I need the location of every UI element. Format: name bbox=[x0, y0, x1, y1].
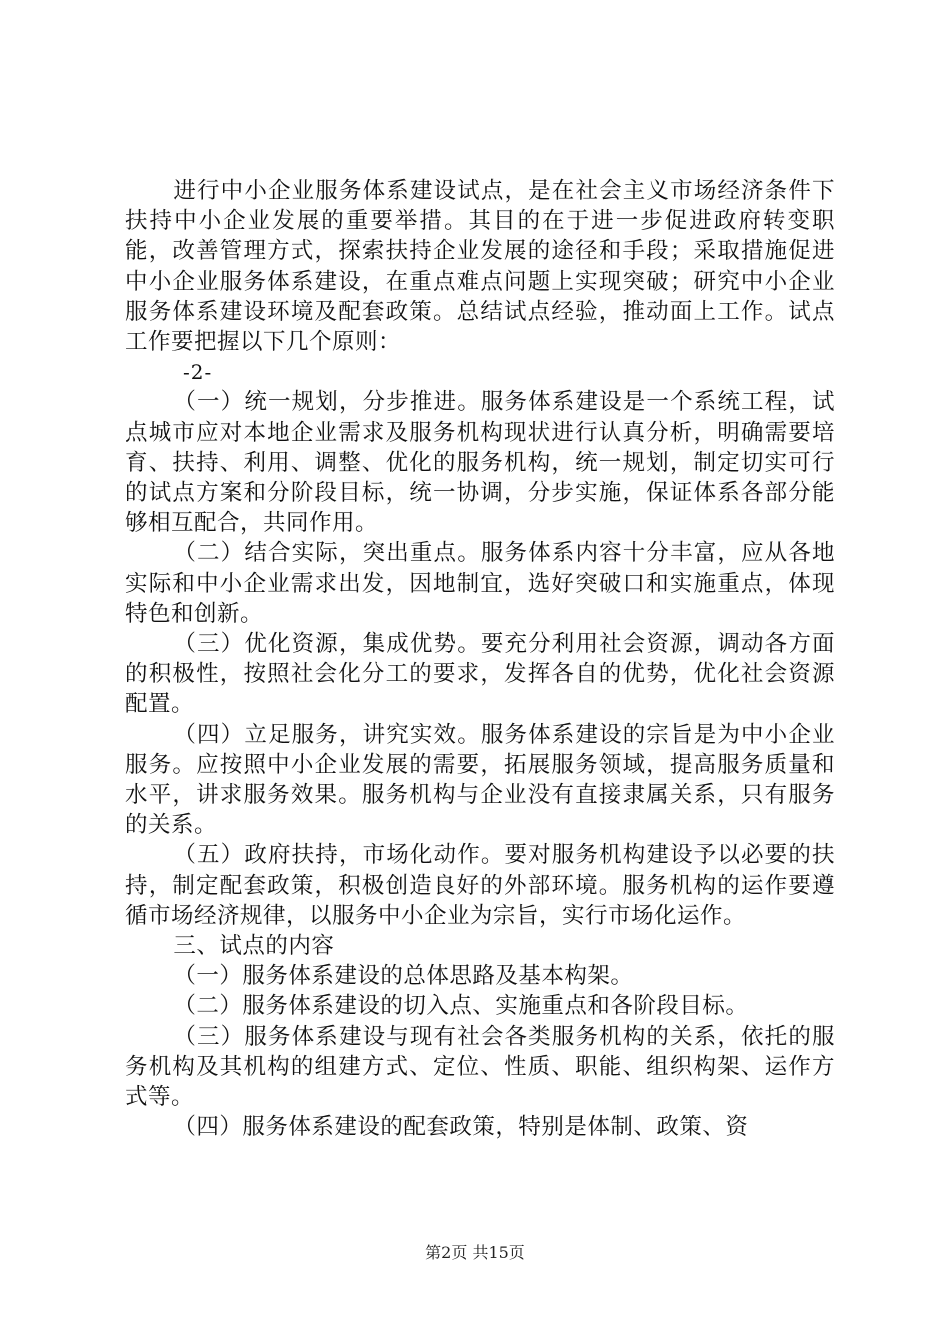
principle-1-paragraph: （一）统一规划，分步推进。服务体系建设是一个系统工程，试点城市应对本地企业需求及服务机构现状进行认真分析，明确需要培育、扶持、利用、调整、优化的服务机构，统一规划，制定切实可行的试点方案和分阶段目标，统一协调，分步实施，保证体系各部分能够相互配合，共同作用。 bbox=[125, 389, 835, 537]
page-marker: -2- bbox=[183, 360, 213, 385]
principle-4-paragraph: （四）立足服务，讲究实效。服务体系建设的宗旨是为中小企业服务。应按照中小企业发展的需要，拓展服务领域，提高服务质量和水平，讲求服务效果。服务机构与企业没有直接隶属关系，只有服务的关系。 bbox=[125, 721, 835, 839]
page-footer: 第2页 共15页 bbox=[425, 1243, 525, 1262]
intro-paragraph: 进行中小企业服务体系建设试点，是在社会主义市场经济条件下扶持中小企业发展的重要举措。其目的在于进一步促进政府转变职能，改善管理方式，探索扶持企业发展的途径和手段；采取措施促进中小企业服务体系建设，在重点难点问题上实现突破；研究中小企业服务体系建设环境及配套政策。总结试点经验，推动面上工作。试点工作要把握以下几个原则： bbox=[125, 178, 835, 356]
principle-2-paragraph: （二）结合实际，突出重点。服务体系内容十分丰富，应从各地实际和中小企业需求出发，因地制宜，选好突破口和实施重点，体现特色和创新。 bbox=[125, 540, 835, 627]
content-item-2: （二）服务体系建设的切入点、实施重点和各阶段目标。 bbox=[173, 993, 749, 1020]
document-body bbox=[125, 176, 835, 1143]
content-item-4: （四）服务体系建设的配套政策，特别是体制、政策、资 bbox=[173, 1114, 749, 1141]
content-item-1: （一）服务体系建设的总体思路及基本构架。 bbox=[173, 963, 634, 990]
principle-3-paragraph: （三）优化资源，集成优势。要充分利用社会资源，调动各方面的积极性，按照社会化分工的要求，发挥各自的优势，优化社会资源配置。 bbox=[125, 631, 835, 718]
principle-5-paragraph: （五）政府扶持，市场化动作。要对服务机构建设予以必要的扶持，制定配套政策，积极创造良好的外部环境。服务机构的运作要遵循市场经济规律，以服务中小企业为宗旨，实行市场化运作。 bbox=[125, 842, 835, 929]
section-heading: 三、试点的内容 bbox=[173, 933, 335, 960]
content-item-3: （三）服务体系建设与现有社会各类服务机构的关系，依托的服务机构及其机构的组建方式、定位、性质、职能、组织构架、运作方式等。 bbox=[125, 1023, 835, 1111]
